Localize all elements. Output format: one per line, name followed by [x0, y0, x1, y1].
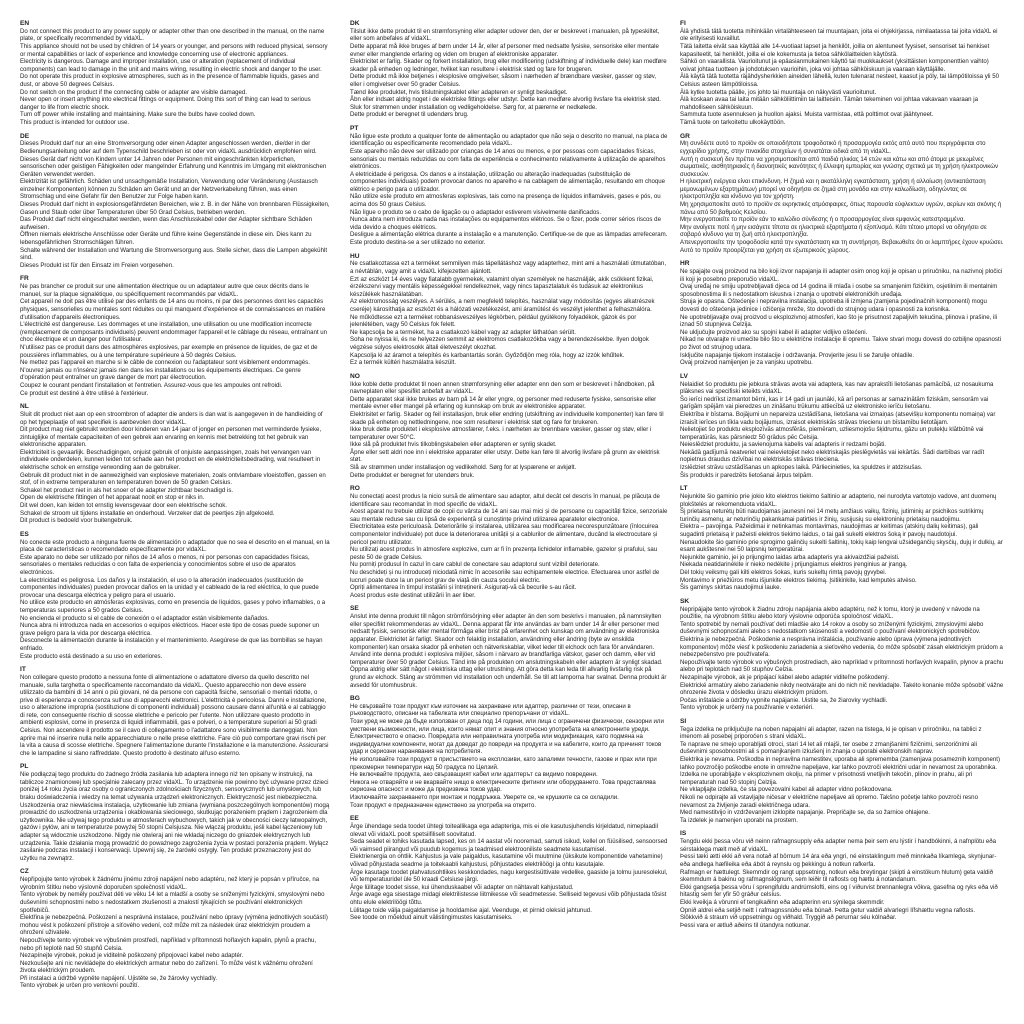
safety-instruction: Älä yhdistä tätä tuotetta mihinkään virtalähteeseen tai muuntajaan, joita ei ohjekirjassa, nimilaatassa tai joita vidaXL ei ole erityisesti kuvaillut. [680, 27, 998, 43]
safety-instruction: Nelietojiet šo produktu eksplozīvās atmosfērās, piemēram, uzliesmojošu šķidrumu, gāzu un putekļu klātbūtnē vai temperatūrās, kas pārsniedz 50 grādus pēc Celsija. [680, 426, 984, 441]
language-section-ee [350, 815, 668, 922]
safety-instruction: Ne uključujte proizvod ako su spojni kabel ili adapter vidljivo oštećeni. [680, 328, 868, 336]
language-section-cz [20, 868, 330, 990]
language-section-bg [350, 695, 668, 809]
language-code: SI [680, 717, 687, 725]
safety-instruction: Lülitage toide välja paigaldamise ja hooldamise ajal. Veenduge, et pirnid oleksid jahtunud. [350, 906, 592, 914]
safety-instruction: Turn off power while installing and maintaining. Make sure the bulbs have cooled down. [20, 111, 256, 119]
safety-instruction: Elektrisitet er farlig. Skader og feil installasjon, bruk eller endring (utskiftning av individuelle komponenter) kan føre til skade på enheten og nettledningene, noe som resulterer i elektrisk støt og fare for brukeren. [350, 410, 664, 426]
safety-instruction: Electricity is dangerous. Damage and improper installation, use or alteration (replacement of individual components) can lead to damage in the unit and mains wiring, resulting in electric shock and danger to the user. [20, 58, 322, 73]
language-code: CZ [20, 868, 29, 876]
safety-instruction: Tænd ikke produktet, hvis tilslutningskablet eller adapteren er synligt beskadiget. [350, 88, 568, 96]
safety-instruction: Não utilize este produto em atmosferas explosivas, tais como na presença de líquidos inflamáveis, gases e pós, ou acima dos 50 graus Celsius. [350, 193, 661, 209]
safety-instruction: Αυτή η συσκευή δεν πρέπει να χρησιμοποιείται από παιδιά ηλικίας 14 ετών και κάτω και από άτομα με μειωμένες σωματικές, αισθητηριακές ή διανοητικές ικανότητες ή έλλειψη εμπειρίας και γνώσης σχετικά με τη χρήση ηλεκτρονικών συσκευών. [680, 155, 999, 178]
safety-instruction: Opriți alimentarea în timpul instalării și întreținerii. Asigurați-vă că becurile s-au răcit. [350, 584, 577, 592]
language-code: IT [20, 666, 26, 674]
safety-instruction: Dieses Produkt ist für den Einsatz im Freien vorgesehen. [20, 261, 174, 269]
safety-instruction: Tento výrobek je určen pro venkovní použití. [20, 982, 140, 990]
language-section-se [350, 605, 668, 689]
language-section-lt [680, 485, 1004, 592]
language-section-de [20, 133, 330, 270]
safety-instruction: See toode on mõeldud ainult välistingimustes kasutamiseks. [350, 914, 513, 922]
language-code: ES [20, 530, 29, 538]
safety-instruction: Ärge avage ega sisestage midagi elektrilistesse liitmikesse või seadmetesse. Selliseid tegevusi võib põhjustada tõsist ohtu elule elektrilöögi tõttu. [350, 891, 667, 906]
safety-instruction: Μη χρησιμοποιείτε αυτό το προϊόν σε εκρηκτικές ατμόσφαιρες, όπως παρουσία εύφλεκτων υγρών, αερίων και σκόνης ή πάνω από 50 βαθμούς Κελσίου. [680, 201, 1002, 216]
safety-instruction: Elektrība ir bīstama. Bojājumi un nepareiza uzstādīšana, lietošana vai izmaiņas (atsevišķu komponentu nomaiņa) var izraisīt ierīces un tīkla vadu bojājumus, izraisot elektriskās strāvas triecienu un bīstamību lietotājam. [680, 410, 996, 426]
safety-instruction: Elektrizität ist gefährlich. Schäden und unsachgemäße Installation, Verwendung oder Veränderung (Austausch einzelner Komponenten) können zu Schäden am Gerät und an der Netzverkabelung führen, was einen Stromschlag und eine Gefahr für den Benutzer zur Folge haben kann. [20, 178, 318, 201]
safety-instruction: Opnið aldrei eða setjið neitt í rafmagnssnúðu eða búnað. Þetta getur valdið alvarlegri lífshættu vegna raflosts. [680, 906, 976, 914]
language-section-si [680, 718, 1004, 825]
language-section-ro [350, 485, 668, 599]
safety-instruction: Elektrienergia on ohtlik. Kahjustus ja vale paigaldus, kasutamine või muutmine (üksikute komponentide vahetamine) võivad põhjustada seadme ja toitekaabli kahjustusi, põhjustades elektrilöögi ja ohtu kasutajale. [350, 853, 663, 868]
language-section-pl [20, 763, 330, 862]
safety-instruction: Az elektromosság veszélyes. A sérülés, a nem megfelelő telepítés, használat vagy módosítás (egyes alkatrészek cseréje) károsíthatja az eszközt és a hálózati vezetékezést, ami áramütést és veszélyt jelenthet a felhasználóra. [350, 298, 655, 313]
language-code: PL [20, 763, 29, 771]
language-section-hu [350, 253, 668, 367]
safety-instruction: Tento spotrebič by nemali používať deti mladšie ako 14 rokov a osoby so zníženými fyzickými, zmyslovými alebo duševnými schopnosťami alebo s nedostatkom skúseností a vedomostí o používaní elektronických spotrebičov. [680, 620, 984, 636]
safety-instruction: La electricidad es peligrosa. Los daños y la instalación, el uso o la alteración inadecuados (sustitución de componentes individuales) pueden provocar daños en la unidad y el cableado de la red eléctrica, lo que puede provocar una descarga eléctrica y peligro para el usuario. [20, 576, 319, 599]
safety-instruction: Nie podłączaj tego produktu do żadnego źródła zasilania lub adaptera innego niż ten opisany w instrukcji, na tabliczce znamionowej lub specjalnie zalecany przez vidaXL. To urządzenie nie powinno być używane przez dzieci poniżej 14 roku życia oraz osoby o ograniczonych zdolnościach fizycznych, sensorycznych lub umysłowych, lub braku doświadczenia i wiedzy na temat używania urządzeń elektronicznych. Elektryczność jest niebezpieczna. Uszkodzenia oraz niewłaściwa instalacja, użytkowanie lub zmiana (wymiana poszczególnych komponentów) mogą prowadzić do uszkodzenia urządzenia i okablowania sieciowego, skutkując porażeniem prądem i zagrożeniem dla użytkownika. Nie używaj tego produktu w atmosferach wybuchowych, takich jak w obecności cieczy łatwopalnych, gazów i pyłów, ani w temperaturze powyżej 50 stopni Celsjusza. Nie włączaj produktu, jeśli kabel łączeniowy lub adapter są widocznie uszkodzone. Nigdy nie otwieraj ani nie wkładaj niczego do gniazdek elektrycznych lub urządzenia. Takie działania mogą prowadzić do poważnego zagrożenia życia w postaci porażenia prądem. Wyłącz zasilanie podczas instalacji i konserwacji. Upewnij się, że żarówki ostygły. Ten produkt przeznaczony jest do użytku na zewnątrz. [20, 771, 330, 862]
safety-instruction: Nu utilizați acest produs în atmosfere explozive, cum ar fi în prezența lichidelor inflamabile, gazelor și prafului, sau peste 50 de grade Celsius. [350, 546, 658, 561]
safety-instruction: Electricitatea este periculoasă. Deteriorările și instalarea, utilizarea sau modificarea necorespunzătoare (înlocuirea componentelor individuale) pot duce la deteriorarea unității și a cablurilor de alimentare, ducând la electrocutare și pericol pentru utilizator. [350, 523, 659, 546]
safety-instruction: Cet appareil ne doit pas être utilisé par des enfants de 14 ans ou moins, ni par des personnes dont les capacités physiques, sensorielles ou mentales sont réduites ou qui manquent d'expérience et de connaissances en matière d'utilisation d'appareils électroniques. [20, 298, 326, 321]
language-code: SK [680, 597, 690, 605]
safety-instruction: Μη συνδέετε αυτό το προϊόν σε οποιοδήποτε τροφοδοτικό ή προσαρμογέα εκτός από αυτό που περιγράφεται στο εγχειρίδιο χρήσης, στην πινακίδα στοιχείων ή συνιστάται ειδικά από τη vidaXL. [680, 140, 986, 155]
language-section-gr [680, 133, 1004, 255]
safety-instruction: Elektra – pavojinga. Pažeidimai ir netinkamas montavimas, naudojimas ar keitimas (atskirų dalių keitimas), gali sugadinti prietaisą ir pažeisti elektros tiekimo laidus, o tai gali sukelti elektros šoką ir pavojų naudotojui. [680, 523, 979, 539]
language-section-lv [680, 373, 1004, 480]
safety-instruction: Изключвайте захранването при монтаж и поддръжка. Уверете се, че крушките са се охладили. [350, 794, 619, 802]
safety-instruction: Åbn eller indsæt aldrig noget i de elektriske fittings eller udstyr. Dette kan medføre alvorlig livsfare fra elektrisk stød. [350, 96, 661, 104]
safety-instruction: Tega izdelka ne priključujte na noben napajalni ali adapter, razen na tistega, ki je opisan v priročniku, na tablici z imenom ali posebej priporočen s strani vidaXL. [680, 725, 982, 741]
language-section-it [20, 666, 330, 757]
language-code: LT [680, 485, 688, 493]
safety-instruction: Ikke koble dette produktet til noen annen strømforsyning eller adapter enn den som er beskrevet i håndboken, på navneplaten eller spesifikt anbefalt av vidaXL. [350, 380, 655, 396]
safety-instruction: This product is intended for outdoor use. [20, 118, 130, 126]
safety-instruction: Tento výrobok je určený na používanie v exteriéri. [680, 704, 814, 712]
language-code: RO [350, 485, 360, 493]
safety-instruction: This appliance should not be used by children of 14 years or younger, and persons with reduced physical, sensory or mental capabilities or lack of experience and knowledge concerning use of electronic appliances. [20, 42, 328, 58]
safety-instruction: Μην ανοίγετε ποτέ ή μην εισάγετε τίποτα σε ηλεκτρικά εξαρτήματα ή εξοπλισμό. Κάτι τέτοιο μπορεί να οδηγήσει σε σοβαρό κίνδυνο για τη ζωή από ηλεκτροπληξία. [680, 223, 987, 239]
safety-instruction: Μην ενεργοποιείτε το προϊόν εάν το καλώδιο σύνδεσης ή ο προσαρμογέας είναι εμφανώς κατεστραμμένα. [680, 216, 966, 224]
safety-instruction: Nu porniți produsul în cazul în care cablul de conectare sau adaptorul sunt vizibil deteriorate. [350, 561, 600, 569]
safety-instruction: Ne upotrebljavajte ovaj proizvod u eksplozivnoj atmosferi, kao što je prisutnost zapaljivih tekućina, plinova i prašine, ili iznad 50 stupnjeva Celzija. [680, 313, 998, 329]
safety-instruction: Slå av strømmen under installasjon og vedlikehold. Sørg for at lyspærene er avkjølt. [350, 464, 577, 472]
language-code: HU [350, 252, 360, 260]
safety-instruction: Isključite napajanje tijekom instalacije i održavanja. Provjerite jesu li se žarulje ohladile. [680, 351, 915, 359]
safety-instruction: Acest aparat nu trebuie utilizat de copii cu vârsta de 14 ani sau mai mici și de persoane cu capacități fizice, senzoriale sau mentale reduse sau cu lipsă de experiență și cunoștințe privind utilizarea aparatelor electronice. [350, 508, 668, 523]
safety-instruction: Nepripájajte tento výrobok k žiadnu zdroju napájania alebo adaptéru, než k tomu, ktorý je uvedený v návode na použitie, na výrobnom štítku alebo ktorý výslovne odporúča spoločnosť vidaXL. [680, 605, 980, 621]
safety-instruction: Při instalaci a údržbě vypněte napájení. Ujistěte se, že žárovky vychladly. [20, 974, 218, 982]
safety-instruction: N'ouvrez jamais ou n'insérez jamais rien dans les installations ou les équipements électriques. Ce genre d'opération peut entraîner un grave danger de mort par électrocution. [20, 366, 301, 382]
safety-instruction: Ne mettez pas l'appareil en marche si le câble de connexion ou l'adaptateur sont visiblement endommagés. [20, 359, 310, 367]
language-code: EE [350, 815, 359, 823]
safety-instruction: Åpne eller sett aldri noe inn i elektriske apparater eller utstyr. Dette kan føre til alvorlig livsfare på grunn av elektrisk støt. [350, 448, 660, 464]
safety-instruction: Dette produkt må ikke betjenes i eksplosive omgivelser, såsom i nærheden af brændbare væsker, gasser og støv, eller i omgivelser over 50 grader Celsius. [350, 73, 657, 88]
safety-instruction: Nelaidiet šo produktu pie jebkura strāvas avota vai adaptera, kas nav aprakstīti lietošanas pamācībā, uz nosaukuma plāksnes vai specifiski ieteikts vidaXL. [680, 380, 994, 396]
safety-instruction: Elektřina je nebezpečná. Poškození a nesprávná instalace, používání nebo úpravy (výměna jednotlivých součástí) mohou vést k poškození přístroje a síťového vedení, což může mít za následek úraz elektrickým proudem a ohrožení uživatele. [20, 914, 328, 937]
safety-instruction: Nunca abra ni introduzca nada en accesorios o equipos eléctricos. Hacer este tipo de cosas puede suponer un grave peligro para la vida por descarga eléctrica. [20, 622, 320, 637]
safety-instruction: L'électricité est dangereuse. Les dommages et une installation, une utilisation ou une modification incorrecte (remplacement de composants individuels) peuvent endommager l'appareil et le câblage du réseau, entraînant un choc électrique et un danger pour l'utilisateur. [20, 321, 328, 344]
safety-instruction: Nezkoušejte ani nic nevkládejte do elektrických armatur nebo do zařízení. To může vést k vážnému ohrožení života elektrickým proudem. [20, 959, 313, 975]
safety-instruction: Never open or insert anything into electrical fittings or equipment. Doing this sort of thing can lead to serious danger to life from electric shock. [20, 96, 311, 111]
safety-instruction: Ne pas brancher ce produit sur une alimentation électrique ou un adaptateur autre que ceux décrits dans le manuel, sur la plaque signalétique, ou spécifiquement recommandés par vidaXL. [20, 283, 309, 298]
safety-instruction: Ovaj proizvod namijenjen je za vanjsku upotrebu. [680, 359, 813, 367]
safety-instruction: Dieses Gerät darf nicht von Kindern unter 14 Jahren oder Personen mit eingeschränkten körperlichen, sensorischen oder geistigen Fähigkeiten oder mangelnder Erfahrung und Kenntnis im Umgang mit elektronischen Geräten verwendet werden. [20, 155, 327, 178]
safety-instruction: Ne kapcsolja be a terméket, ha a csatlakozó kábel vagy az adapter láthatóan sérült. [350, 328, 576, 336]
language-section-nl [20, 403, 330, 525]
language-code: DK [350, 20, 360, 27]
language-code: LV [680, 372, 688, 380]
safety-instruction: Този уред не може да бъде използван от деца под 14 години, или лица с ограничени физически, сензорни или умствени възможности, или лица, които нямат опит и знания относно употребата на електронните уреди. [350, 718, 664, 733]
language-code: HR [680, 260, 690, 268]
language-section-no [350, 373, 668, 480]
language-section-fi [680, 20, 1004, 127]
language-code: FI [680, 20, 686, 27]
safety-instruction: Никога не отваряйте и не вкарвайте нищо в електрическите фитинги или оборудването. Това представлява сериозна опасност и може да предизвика токов удар. [350, 778, 656, 794]
safety-instruction: Šį prietaisą neturėtų būti naudojamas jaunesni nei 14 metų amžiaus vaikų, fizinių, jutiminių ar psichikos sutrikimų turinčių asmenų, ar neturinčių pakankamai patirties ir žinių, susijusių su elektroninių prietaisų naudojimu. [680, 508, 984, 523]
safety-instruction: Не използвайте този продукт в присъствието на експлозиви, като запалими течности, газове и прах или при прекомерни температури над 50 градуса по Целзий. [350, 756, 657, 771]
safety-instruction: Dėl tokių veiksmų gali kilti elektros šokas, kuris sukeltų rimtą pavojų gyvybei. [680, 568, 887, 576]
safety-instruction: Dette apparatet skal ikke brukes av barn på 14 år eller yngre, og personer med reduserte fysiske, sensoriske eller mentale evner eller mangel på erfaring og kunnskap om bruk av elektroniske apparater. [350, 395, 657, 411]
safety-instruction: Ce produit est destiné à être utilisé à l'extérieur. [20, 389, 149, 397]
safety-instruction: Open de elektrische fittingen of het apparaat nooit en stop er niks in. [20, 494, 205, 502]
safety-instruction: Este produto destina-se a ser utilizado no exterior. [350, 239, 486, 247]
language-section-es [20, 531, 330, 660]
safety-instruction: Elektrické armatúry alebo zariadenie nikdy neotvárajte ani do nich nič nevkladajte. Takéto konanie môže spôsobiť vážne ohrozenie života v dôsledku úrazu elektrickým prúdom. [680, 681, 1004, 697]
language-code: PT [350, 124, 359, 132]
safety-instruction: Med namestitvijo in vzdrževanjem izklopite napajanje. Prepričajte se, da so žarnice ohlajene. [680, 809, 930, 817]
language-section-en [20, 20, 330, 127]
safety-instruction: Tengdu ekki þessa vöru við neinn rafmagnsupply eða adapter nema þeir sem eru lýstir í handbókinni, á nafnplötu eða sérstaklega mælt með af vidaXL. [680, 838, 997, 853]
safety-instruction: A eletricidade é perigosa. Os danos e a instalação, utilização ou alteração inadequadas (substituição de componentes individuais) podem provocar danos no aparelho e na cablagem de alimentação, resultando em choque elétrico e perigo para o utilizador. [350, 170, 666, 193]
safety-instruction: Te naprave ne smejo uporabljati otroci, stari 14 let ali mlajši, ter osebe z zmanjšanimi fizičnimi, senzoričnimi ali duševnimi sposobnostmi ali s pomanjkanjem izkušenj in znanja o uporabi elektronskih naprav. [680, 740, 978, 756]
language-code: NL [20, 403, 29, 411]
safety-instruction: Ne vklapljajte izdelka, če sta povezovalni kabel ali adapter vidno poškodovana. [680, 786, 893, 794]
safety-instruction: Не свързвайте този продукт към източник на захранване или адаптер, различни от тези, описани в ръководството, описани на табелката или специално препоръчани от vidaXL. [350, 702, 631, 718]
safety-instruction: Ekki gangsetja þessa vöru í sprengifuldu andrúmslofti, eins og í viðurvist brennanlegra vökva, gasefna og ryks eða við hitastig sem fer yfir 50 gráður celsíus. [680, 883, 998, 899]
safety-instruction: Não ligue este produto a qualquer fonte de alimentação ou adaptador que não seja o descrito no manual, na placa de identificação ou especificamente recomendado pela vidaXL. [350, 132, 668, 148]
safety-instruction: No utilice este producto en atmósferas explosivas, como en presencia de líquidos, gases y polvo inflamables, o a temperaturas superiores a 50 grados Celsius. [20, 599, 326, 614]
safety-instruction: Öffnen niemals elektrische Anschlüsse oder Geräte und führe keine Gegenstände in diese ein. Dies kann zu lebensgefährlichen Stromschlägen führen. [20, 231, 312, 247]
safety-instruction: Niekada neatidarinėkite ir nieko nedėkite į prijungiamus elektros įrenginius ar įrangą. [680, 561, 908, 569]
safety-instruction: Nenaudokite šio gaminio prie sprogimo galinčių sukelti šaltinių, tokių kaip lengvai užsidegančių skysčių, dujų ir dulkių, ar esant aukštesnei nei 50 laipsnių temperatūrai. [680, 538, 1003, 554]
safety-instruction: Електричеството е опасно. Повредата или неправилната употреба или модификация, като подмяна на индивидуални компоненти, могат да доведат до повреди на продукта и на кабелите, които да причинят токов удар и сериозни наранявания на потребителя. [350, 733, 662, 756]
safety-instruction: Do not switch on the product if the connecting cable or adapter are visible damaged. [20, 88, 247, 96]
left-column [20, 20, 330, 1018]
safety-instruction: Počas inštalácie a údržby vypnite napájanie. Uistite sa, že žiarovky vychladli. [680, 696, 888, 704]
safety-instruction: Dit wel doen, kan leiden tot ernstig levensgevaar door een elektrische schok. [20, 502, 227, 510]
safety-instruction: Neieslēdziet produktu, ja savienojuma kabelis vai adapteris ir redzami bojāti. [680, 441, 886, 449]
safety-instruction: Tämä tuote on tarkoitettu ulkokäyttöön. [680, 118, 786, 126]
safety-instruction: Este aparelho não deve ser utilizado por crianças de 14 anos ou menos, e por pessoas com capacidades físicas, sensoriais ou mentais reduzidas ou com falta de experiência e conhecimento relativamente à utilização de aparelhos eletrónicos. [350, 147, 666, 171]
middle-column [350, 20, 668, 1018]
safety-instruction: Ezt az eszközt 14 éves vagy fiatalabb gyermekek, valamint olyan személyek ne használják, akik csökkent fizikai, érzékszervi vagy mentális képességekkel rendelkeznek, vagy nincs tapasztalatuk és tudásuk az elektronikus készülékek használatában. [350, 275, 654, 298]
safety-instruction: Ne spajajte ovaj proizvod na bilo koji izvor napajanja ili adapter osim onog koji je opisan u priručniku, na nazivnoj pločici ili koji je posebno preporučio vidaXL. [680, 268, 1003, 283]
safety-instruction: Izdelka ne uporabljajte v eksplozivnem okolju, na primer v prisotnosti vnetljivih tekočin, plinov in prahu, ali pri temperaturah nad 50 stopinj Celzija. [680, 771, 973, 786]
safety-instruction: Ekki kveikja á vörunni ef tengikaðinn eða adapterinn eru sýnilega skemmdir. [680, 898, 885, 906]
safety-instruction: Nikad ne otvarajte ni umećite bilo što u električne instalacije ili opremu. Takve stvari mogu dovesti do ozbiljne opasnosti po život od strujnog udara. [680, 336, 1001, 351]
safety-instruction: Este aparato no debe ser utilizado por niños de 14 años o menos, ni por personas con capacidades físicas, sensoriales o mentales reducidas o con falta de experiencia y conocimientos sobre el uso de aparatos electrónicos. [20, 553, 310, 576]
safety-instruction: Sluk for strømmen under installation og vedligeholdelse. Sørg for, at pærerne er nedkølede. [350, 103, 597, 111]
language-code: SE [350, 605, 359, 613]
safety-instruction: Ta izdelek je namenjen uporabi na prostem. [680, 816, 798, 824]
safety-instruction: Elektriciteit is gevaarlijk. Beschadigingen, onjuist gebruik of onjuiste aanpassingen, zoals het vervangen van individuele onderdelen, kunnen leiden tot schade aan het product en de elektriciteitsbedrading, wat resulteert in elektrische schok en ernstige verwonding aan de gebruiker. [20, 448, 321, 472]
safety-instruction: Desligue a alimentação elétrica durante a instalação e a manutenção. Certifique-se de que as lâmpadas arrefeceram. [350, 231, 668, 239]
right-column [680, 20, 1004, 1018]
safety-instruction: Η ηλεκτρική ενέργεια είναι επικίνδυνη. Η ζημιά και η ακατάλληλη εγκατάσταση, χρήση ή αλλοίωση (αντικατάσταση μεμονωμένων εξαρτημάτων) μπορεί να οδηγήσει σε ζημιά στη μονάδα και στην καλωδίωση, οδηγώντας σε ηλεκτροπληξία και κίνδυνο για τον χρήστη. [680, 178, 986, 201]
safety-instruction: Þessi vara er ætluð aðeins til útandyra notkunar. [680, 921, 811, 929]
safety-instruction: Този продукт е предназначен единствено за употреба на открито. [350, 801, 537, 809]
safety-instruction: Non collegare questo prodotto a nessuna fonte di alimentazione o adattatore diverso da quello descritto nel manuale, sulla targhetta o specificamente raccomandato da vidaXL. Questo apparecchio non deve essere utilizzato da bambini di 14 anni o più giovani, né da persone con capacità fisiche, sensoriali o mentali ridotte, o prive di esperienza e conoscenza sull'uso di apparecchi elettronici. L'elettricità è pericolosa. Danni e installazione, uso o alterazione impropria (sostituzione di componenti individuali) possono causare danni all'unità e al cablaggio di rete, con conseguente rischio di scosse elettriche e pericolo per l'utente. Non utilizzare questo prodotto in ambienti esplosivi, come in presenza di liquidi infiammabili, gas e polveri, o a temperature superiori ai 50 gradi Celsius. Non accendere il prodotto se il cavo di collegamento o l'adattatore sono visibilmente danneggiati. Non aprire mai né inserire nulla nelle apparecchiature o nelle prese elettriche. Fare ciò può comportare gravi rischi per la vita a causa di scosse elettriche. Spegnere l'alimentazione durante l'installazione e la manutenzione. Assicurarsi che le lampadine si siano raffreddate. Questo prodotto è destinato all'uso esterno. [20, 673, 329, 757]
safety-instruction: Dette apparat må ikke bruges af børn under 14 år, eller af personer med nedsatte fysiske, sensoriske eller mentale evner eller manglende erfaring og viden om brugen af elektroniske apparater. [350, 42, 659, 58]
safety-instruction: Þessi tæki ætti ekki að vera notað af börnum 14 ára eða yngri, né einstaklingum með minnkaða líkamlega, skynjunar- eða andlega hæfileika eða ábót á reynslu og þekkingu á notkun rafkerfa. [680, 853, 997, 868]
safety-instruction: Ikke bruk dette produktet i eksplosive atmosfærer, f.eks. i nærheten av brennbare væsker, gasser og støv, eller i temperaturer over 50°C. [350, 426, 652, 441]
language-section-fr [20, 275, 330, 397]
safety-instruction: Elektricitet er farlig. Skader og forkert installation, brug eller modificering (udskiftning af individuelle dele) kan medføre skader på enheden og ledninger, hvilket kan resultere i elektrisk stød og fare for brugeren. [350, 58, 667, 73]
safety-instruction: Das Produkt darf nicht eingeschaltet werden, wenn das Anschlusskabel oder der Adapter sichtbare Schäden aufweisen. [20, 216, 312, 231]
safety-instruction: Nejunkite šio gaminio prie jokio kito elektros tiekimo šaltinio ar adapterio, nei nurodyta vartotojo vadove, ant duomenų plokštelės ar rekomenduota vidaXL. [680, 493, 997, 508]
safety-instruction: Schakel het product niet in als het snoer of de adapter zichtbaar beschadigd is. [20, 486, 234, 494]
safety-instruction: Šis produkts ir paredzēts lietošanai ārpus telpām. [680, 471, 814, 479]
safety-instruction: Elektrika je nevarna. Poškodba in nepravilna namestitev, uporaba ali sprememba (zamenjava posameznih komponent) lahko povzročijo poškodbe enote in omrežne napeljave, kar lahko povzroči električni udar in nevarnost za uporabnika. [680, 756, 1000, 771]
language-code: FR [20, 275, 29, 283]
safety-instruction: Nepoužívajte tento výrobok vo výbušných prostrediach, ako napríklad v prítomnosti horľavých kvapalín, plynov a prachu alebo pri teplotách nad 50 stupňov Celzia. [680, 658, 1004, 674]
safety-instruction: Kapcsolja ki az áramot a telepítés és karbantartás során. Győződjön meg róla, hogy az izzók lehűltek. [350, 351, 625, 359]
language-code: NO [350, 372, 360, 380]
safety-instruction: Nezapínejte výrobek, pokud je viditelně poškozený připojovací kabel nebo adaptér. [20, 952, 244, 960]
language-code: IS [680, 830, 687, 838]
safety-instruction: Schakel de stroom uit tijdens installatie en onderhoud. Verzeker dat de peertjes zijn afgekoeld. [20, 509, 275, 517]
safety-instruction: Montavimo ir priežiūros metu išjunkite elektros tiekimą. Įsitikinkite, kad lemputės atvėso. [680, 576, 917, 584]
safety-instruction: Izslēdziet strāvu uzstādīšanas un apkopes laikā. Pārliecinieties, ka spuldzes ir atdzisušas. [680, 464, 923, 472]
safety-instruction: Dette produkt er beregnet til udendørs brug. [350, 111, 469, 119]
safety-instruction: Do not connect this product to any power supply or adapter other than one described in the manual, on the name plate, or specifically recommended by vidaXL. [20, 27, 325, 43]
safety-instruction: Sammuta tuote asennuksen ja huollon ajaksi. Muista varmistaa, että polttimot ovat jäähtyneet. [680, 111, 934, 119]
safety-instruction: Sähkö on vaarallista. Vaurioitunut ja epäasianmukainen käyttö tai muokkaukset (yksittäisten komponenttien vaihto) voivat johtaa tuotteen ja johdotuksen vaurioihin, joka voi johtaa sähköiskuun ja vaaraan käyttäjälle. [680, 58, 989, 73]
safety-instruction: Nekādā gadījumā neatveriet vai neievietojiet neko elektriskajās pieslēgvietās vai iekārtās. Šādi darbības var radīt nopietnus draudus dzīvībai no elektriskās strāvas trieciena. [680, 448, 985, 464]
safety-instruction: Ärge kasutage toodet plahvatusohtlikes keskkondades, nagu kergestisüttivate vedelike, gaaside ja tolmu juuresolekul, või temperatuuridel üle 50 kraadi Celsiuse järgi. [350, 868, 668, 884]
safety-instruction: Ne működtesse ezt a terméket robbanásveszélyes légkörben, például gyúlékony folyadékok, gázok és por jelenlétében, vagy 50 Celsius fok felett. [350, 313, 637, 329]
safety-instruction: Nezapínajte výrobok, ak je pripájací kábel alebo adaptér viditeľne poškodený. [680, 673, 890, 681]
safety-instruction: Älä kytke tuotetta päälle, jos johto tai muuntaja on näkyvästi vaurioitunut. [680, 88, 877, 96]
safety-instruction: Acest produs este destinat utilizării în aer liber. [350, 591, 476, 599]
language-section-hr [680, 260, 1004, 367]
safety-instruction: Ärge ühendage seda toodet ühtegi toiteallikaga ega adapteriga, mis ei ole kasutusjuhendis kirjeldatud, nimeplaadil olevat või vidaXL poolt spetsiifiliselt soovitatud. [350, 823, 658, 838]
safety-instruction: Dit product mag niet gebruikt worden door kinderen van 14 jaar of jonger en personen met verminderde fysieke, zintuiglijke of mentale capaciteiten of een gebrek aan ervaring en kennis met betrekking tot het gebruik van elektronische apparaten. [20, 426, 322, 449]
language-section-is [680, 830, 1004, 929]
safety-instruction: Gebruik dit product niet in de aanwezigheid van explosieve materialen, zoals ontvlambare vloeistoffen, gassen en stof, of in extreme temperaturen en temperaturen boven de 50 graden Celsius. [20, 471, 326, 487]
safety-instruction: Do not operate this product in explosive atmospheres, such as in the presence of flammable liquids, gases and dust, or above 50 degrees Celsius. [20, 73, 319, 88]
safety-instruction: Šo ierīci nedrīkst izmantot bērni, kas ir 14 gadi un jaunāki, kā arī personas ar samazinātām fiziskām, sensorām vai garīgām spējām vai pieredzes un zināšanu trūkumu attiecībā uz elektronisko ierīču lietošanu. [680, 395, 989, 411]
safety-instruction: Coupez le courant pendant l'installation et l'entretien. Assurez-vous que les ampoules ont refroidi. [20, 381, 283, 389]
safety-instruction: Rafmagn er hættulegt. Skemmdir og rangt uppsetning, notkun eða breytingar (skipti á einstökum hlutum) geta valdið skemmdum á bakinu og rafmagnslögnum, sem leiðir til raflosts og hættu á notandanum. [680, 868, 993, 884]
safety-instruction: Dieses Produkt darf nicht in explosionsgefährdeten Bereichen, wie z. B. in der Nähe von brennbaren Flüssigkeiten, Gasen und Staub oder über Temperaturen über 50 Grad Celsius, betrieben werden. [20, 201, 330, 216]
safety-instruction: Nu conectați acest produs la nicio sursă de alimentare sau adaptor, altul decât cel descris în manual, pe plăcuța de identificare sau recomandat în mod specific de vidaXL. [350, 493, 660, 508]
safety-instruction: Struja je opasna. Oštećenje i nepravilna instalacija, upotreba ili izmjena (zamjena pojedinačnih komponenti) mogu dovesti do oštećenja jedinice i ožičenja mreže, što dovodi do strujnog udara i opasnosti za korisnika. [680, 298, 987, 313]
safety-instruction: Não ligue o produto se o cabo de ligação ou o adaptador estiverem visivelmente danificados. [350, 208, 602, 216]
safety-instruction: Dieses Produkt darf nur an eine Stromversorgung oder einen Adapter angeschlossen werden, die/der in der Bedienungsanleitung oder auf dem Typenschild beschrieben ist oder von vidaXL ausdrücklich empfohlen wird. [20, 140, 317, 155]
safety-instruction: No conecte este producto a ninguna fuente de alimentación o adaptador que no sea el descrito en el manual, en la placa de características o recomendado específicamente por vidaXL. [20, 538, 330, 554]
safety-instruction: Dit product is bedoeld voor buitengebruik. [20, 517, 133, 525]
safety-instruction: Schalte während der Installation und Wartung die Stromversorgung aus. Stelle sicher, dass die Lampen abgekühlt sind. [20, 246, 328, 262]
safety-instruction: Απενεργοποιείτε την τροφοδοσία κατά την εγκατάσταση και τη συντήρηση. Βεβαιωθείτε ότι οι λαμπτήρες έχουν κρυώσει. [680, 239, 1004, 247]
safety-instruction: Tätä laitetta eivät saa käyttää alle 14-vuotiaat lapset ja henkilöt, joilla on alentuneet fyysiset, sensoriset tai henkiset kapasiteetit, tai henkilöt, joilla ei ole kokemusta ja tietoa sähkölaitteiden käytöstä. [680, 42, 990, 58]
safety-instruction: Este producto está destinado a su uso en exteriores. [20, 652, 163, 660]
safety-instruction: Soha ne nyissa ki, és ne helyezzen semmit az elektromos csatlakozókba vagy a berendezésekbe. Ilyen dolgok végzése súlyos elektrosokk általi életveszélyt okozhat. [350, 336, 649, 351]
safety-instruction: Tilslut ikke dette produkt til en strømforsyning eller adapter udover den, der er beskrevet i manualen, på typeskiltet, eller som anbefales af vidaXL. [350, 27, 660, 43]
safety-instruction: Elektrina je nebezpečná. Poškodenie a nesprávna inštalácia, používanie alebo úprava (výmena jednotlivých komponentov) môže viesť k poškodeniu zariadenia a sieťového vedenia, čo môže spôsobiť zásah elektrickým prúdom a nebezpečenstvo pre používateľa. [680, 635, 1003, 659]
safety-instruction: Ez a termék kültéri használatra készült. [350, 359, 457, 367]
safety-instruction: Älä koskaan avaa tai laita mitään sähköliittimiin tai laitteisiin. Tämän tekeminen voi johtaa vakavaan vaaraan ja mahdolliseen sähköiskuun. [680, 96, 978, 111]
safety-instruction: Desconecte la alimentación durante la instalación y el mantenimiento. Asegúrese de que las bombillas se hayan enfriado. [20, 637, 323, 652]
language-code: BG [350, 695, 360, 703]
safety-instruction: Ärge lülitage toodet sisse, kui ühenduskaabel või adapter on nähtavalt kahjustatud. [350, 883, 574, 891]
safety-instruction: Anslut inte denna produkt till någon strömförsörjning eller adapter än den som beskrivs i manualen, på namnskylten eller specifikt rekommenderas av vidaXL. Denna apparat får inte användas av barn under 14 år eller personer med nedsatt fysisk, sensorisk eller mental förmåga eller brist på erfarenhet och kunskap om användning av elektroniska apparater. Elektricitet är farligt. Skador och felaktig installation, användning eller ändring (byte av enskilda komponenter) kan orsaka skador på enheten och nätverkskablar, vilket leder till elchock och fara för användaren. Använd inte denna produkt i explosiva miljöer, såsom i närvaro av brandfarliga vätskor, gaser och damm, eller vid temperaturer över 50 grader Celsius. Tänd inte på produkten om anslutningskabeln eller adaptern är synligt skadad. Öppna aldrig eller sätt något i elektriska uttag eller utrustning. Att göra detta kan leda till allvarlig livsfarlig risk på grund av elchock. Stäng av strömmen vid installation och underhåll. Se till att lamporna har svalnat. Denna produkt är avsedd för utomhusbruk. [350, 613, 667, 689]
safety-instruction: Sluit dit product niet aan op een stroombron of adapter die anders is dan wat is aangegeven in de handleiding of op het typeplaatje of wat specifiek is aanbevolen door vidaXL. [20, 410, 323, 426]
safety-instruction: Šis gaminys skirtas naudojimui lauke. [680, 584, 782, 592]
language-section-pt [350, 125, 668, 247]
safety-instruction: N'utilisez pas ce produit dans des atmosphères explosives, par exemple en présence de liquides, de gaz et de poussières inflammables, ou à une température supérieure à 50 degrés Celsius. [20, 343, 318, 359]
safety-instruction: Älä käytä tätä tuotetta räjähdysherkkien aineiden lähellä, kuten tulenarat nesteet, kaasut ja pöly, tai lämpötiloissa yli 50 Celsius asteen lämpötiloissa. [680, 73, 999, 88]
language-section-sk [680, 598, 1004, 712]
language-code: EN [20, 20, 30, 27]
safety-instruction: Nikoli ne odpirajte ali vstavljajte ničesar v električne napeljave ali opremo. Takšno početje lahko povzroči resno nevarnost za življenje zaradi električnega udara. [680, 794, 978, 809]
safety-instruction: Dette produktet er beregnet for utendørs bruk. [350, 471, 475, 479]
safety-instruction: Nu deschideți și nu introduceți niciodată nimic în accesoriile sau echipamentele electrice. Efectuarea unor astfel de lucruri poate duce la un pericol grav de viață din cauza șocului electric. [350, 568, 660, 584]
safety-instruction: Slökkvið á straum við uppsetningu og viðhald. Tryggið að perurnar séu kólnaðar. [680, 914, 897, 922]
safety-instruction: Nepoužívejte tento výrobek ve výbušném prostředí, například v přítomnosti hořlavých kapalin, plynů a prachu, nebo při teplotě nad 50 stupňů Celsia. [20, 936, 317, 952]
safety-instruction: Tento výrobek by neměly používat děti ve věku 14 let a mladší a osoby se sníženými fyzickými, smyslovými nebo duševními schopnostmi nebo s nedostatkem zkušeností a znalostí týkajících se používání elektronických spotřebičů. [20, 891, 325, 914]
safety-instruction: Nepřipojujte tento výrobek k žádnému jinému zdroji napájení nebo adaptéru, než který je popsán v příručce, na výrobním štítku nebo výslovně doporučen společností vidaXL. [20, 876, 320, 891]
safety-instruction: No encienda el producto si el cable de conexión o el adaptador están visiblemente dañados. [20, 614, 269, 622]
language-code: DE [20, 132, 30, 140]
language-section-dk [350, 20, 668, 119]
safety-instruction: Ne csatlakoztassa ezt a terméket semmilyen más tápellátáshoz vagy adapterhez, mint ami a használati útmutatóban, a névtáblán, vagy amit a vidaXL kifejezetten ajánlott. [350, 260, 667, 276]
safety-instruction: Ikke slå på produktet hvis tilkoblingskabelen eller adapteren er synlig skadet. [350, 441, 557, 449]
safety-instruction: Nejunkite gaminio, jei jo prijungimo laidas arba adapteris yra akivaizdžiai pažeisti. [680, 553, 900, 561]
safety-instruction: Αυτό το προϊόν προορίζεται για χρήση σε εξωτερικούς χώρους. [680, 246, 851, 254]
safety-instruction: Не включвайте продукта, ако свързващият кабел или адаптерът са видимо повредени. [350, 771, 598, 779]
language-code: GR [680, 132, 690, 140]
safety-instruction: Ovaj uređaj ne smiju upotrebljavati djeca od 14 godina ili mlađa i osobe sa smanjenim fizičkim, osjetilnim ili mentalnim sposobnostima ili s nedostatkom iskustva i znanja o upotrebi elektroničkih uređaja. [680, 283, 998, 298]
safety-instruction: Nunca abra nem introduza nada nas instalações ou equipamentos elétricos. Se o fizer, pode correr sérios riscos de vida devido a choques elétricos. [350, 216, 661, 231]
safety-instruction: Seda seadet ei tohiks kasutada lapsed, kes on 14 aastat või nooremad, samuti isikud, kellel on füüsilised, sensoorsed või vaimsed piirangud või puudub kogemus ja teadmised elektrooniliste seadmete kasutamisel. [350, 838, 668, 853]
